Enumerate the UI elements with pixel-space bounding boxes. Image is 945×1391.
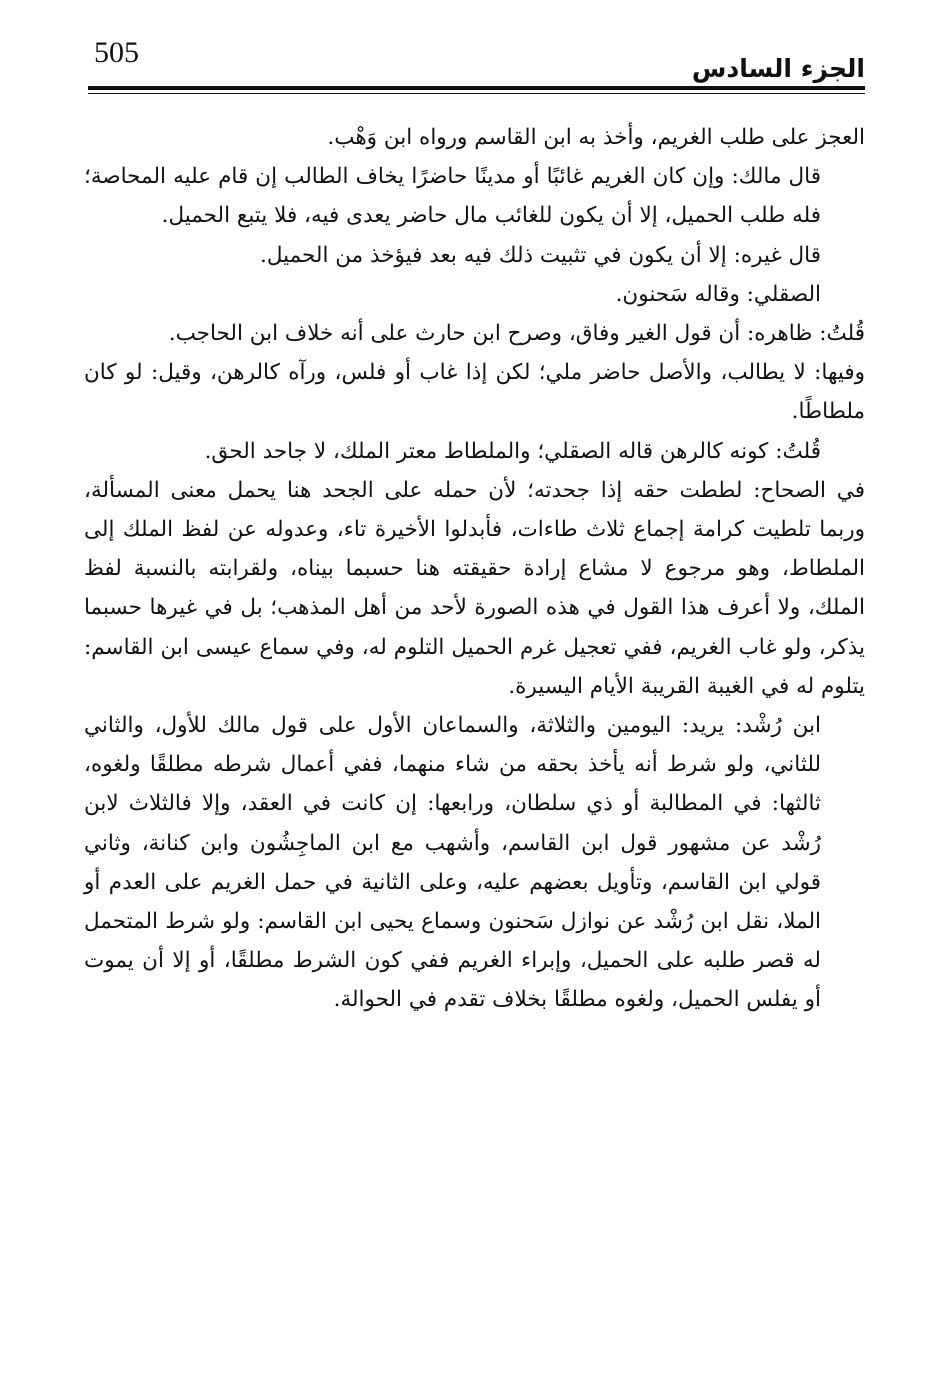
paragraph: قُلتُ: كونه كالرهن قاله الصقلي؛ والملطاط معتر الملك، لا جاحد الحق. xyxy=(204,438,821,464)
running-title: الجزء السادس xyxy=(691,54,865,83)
header-rule-thin xyxy=(88,93,865,94)
paragraph: ابن رُشْد: يريد: اليومين والثلاثة، والسماعان الأول على قول مالك للأول، والثاني للثاني، ولو شرط أنه يأخذ بحقه من شاء منهما، ففي أعمال شرطه مطلقًا ولغوه، ثالثها: في المطالبة أو ذي سلطان، ورابعها: إن كانت في العقد، وإلا فالثلاث لابن رُشْد عن مشهور قول ابن القاسم، وأشهب مع ابن الماجِشُون وابن كنانة، وثاني قولي ابن القاسم، وتأويل بعضهم عليه، وعلى الثانية في حمل الغريم على العدم أو الملا، نقل ابن رُشْد عن نوازل سَحنون وسماع يحيى ابن القاسم: ولو شرط المتحمل له قصر طلبه على الحميل، وإبراء الغريم ففي كون الشرط مطلقًا، أو إلا أن يموت أو يفلس الحميل، ولغوه مطلقًا بخلاف تقدم في الحوالة. xyxy=(84,713,821,1013)
paragraph: قُلتُ: ظاهره: أن قول الغير وفاق، وصرح ابن حارث على أنه خلاف ابن الحاجب. xyxy=(168,321,865,347)
paragraph: الصقلي: وقاله سَحنون. xyxy=(615,281,821,307)
page-number: 505 xyxy=(94,36,139,69)
paragraph: قال غيره: إلا أن يكون في تثبيت ذلك فيه بعد فيؤخذ من الحميل. xyxy=(259,242,821,268)
header-rule-thick xyxy=(88,86,865,90)
paragraph: العجز على طلب الغريم، وأخذ به ابن القاسم ورواه ابن وَهْب. xyxy=(327,125,865,150)
paragraph: في الصحاح: لططت حقه إذا جحدته؛ لأن حمله على الجحد هنا يحمل معنى المسألة، وربما تلطيت كرامة إجماع ثلاث طاءات، فأبدلوا الأخيرة تاء، وعدوله عن لفظ الملك إلى الملطاط، وهو مرجوع لا مشاع إرادة حقيقته هنا حسبما بيناه، ولقرابته بالنسبة لفظ الملك، ولا أعرف هذا القول في هذه الصورة لأحد من أهل المذهب؛ بل في غيرها حسبما يذكر، ولو غاب الغريم، ففي تعجيل غرم الحميل التلوم له، وفي سماع عيسى ابن القاسم: يتلوم له في الغيبة القريبة الأيام اليسيرة. xyxy=(84,477,865,699)
paragraph: وفيها: لا يطالب، والأصل حاضر ملي؛ لكن إذا غاب أو فلس، ورآه كالرهن، وقيل: لو كان ملطاطًا. xyxy=(84,360,865,425)
page-header xyxy=(88,30,865,98)
body-text xyxy=(84,118,865,1020)
paragraph: قال مالك: وإن كان الغريم غائبًا أو مدينًا حاضرًا يخاف الطالب إن قام عليه المحاصة؛ فله طلب الحميل، إلا أن يكون للغائب مال حاضر يعدى فيه، فلا يتبع الحميل. xyxy=(84,164,821,229)
